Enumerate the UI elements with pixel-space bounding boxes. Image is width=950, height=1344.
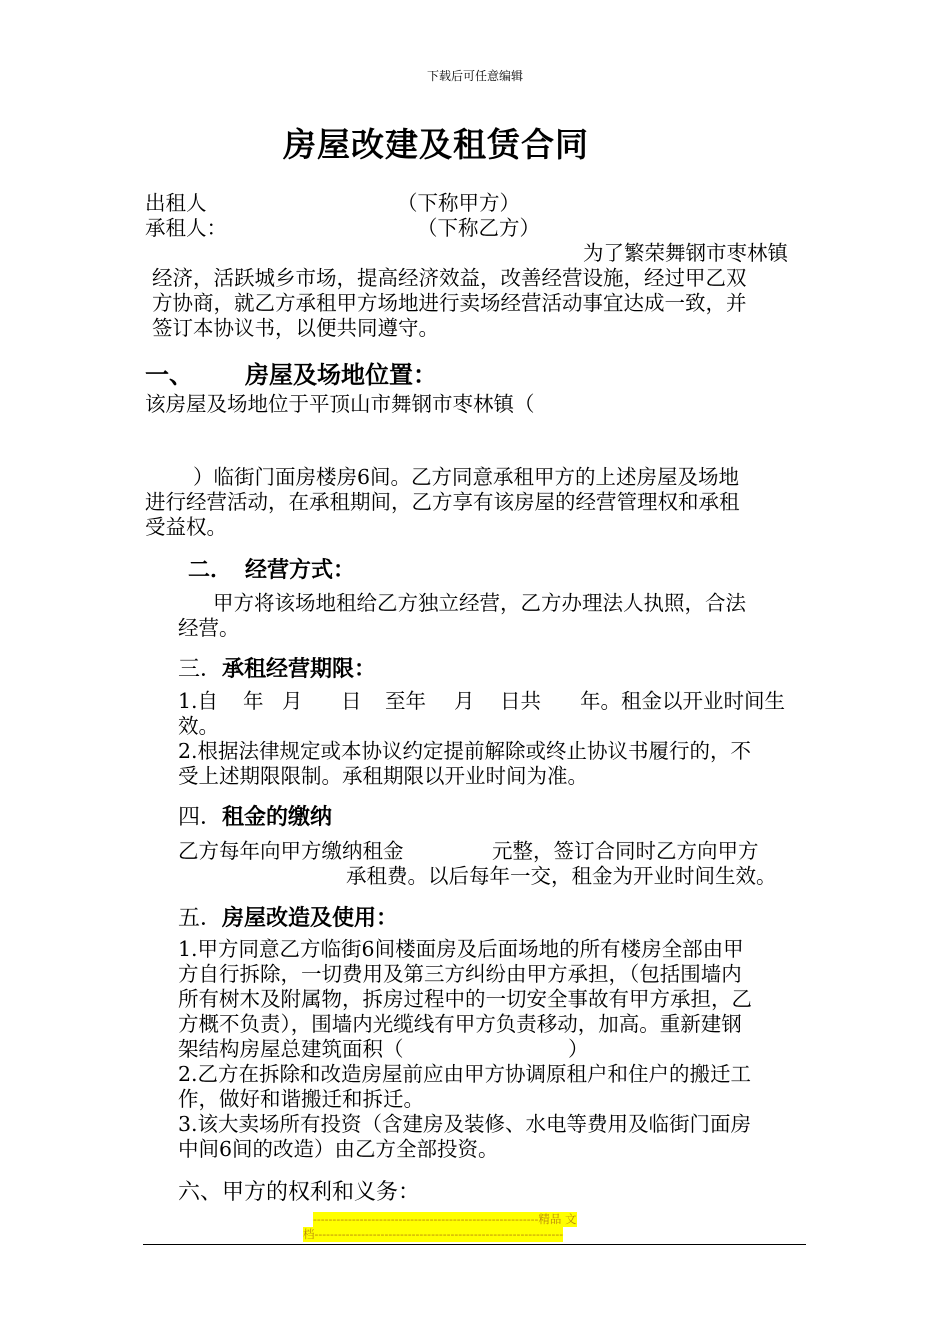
section-heading: 六、甲方的权利和义务： (178, 1180, 421, 1205)
section-text: 架结构房屋总建筑面积（ (178, 1037, 404, 1061)
intro-line: 经济，活跃城乡市场，提高经济效益，改善经营设施，经过甲乙双 (152, 266, 747, 290)
section-number: 二． (188, 557, 233, 583)
section-text: 2.根据法律规定或本协议约定提前解除或终止协议书履行的，不 (178, 739, 752, 763)
intro-line: 为了繁荣舞钢市枣林镇 (583, 241, 788, 265)
section-heading: 经营方式： (245, 557, 356, 583)
section-heading: 租金的缴纳 (222, 804, 333, 830)
section-text: 方自行拆除，一切费用及第三方纠纷由甲方承担，（包括围墙内 (178, 962, 742, 986)
section-text: 中间6间的改造）由乙方全部投资。 (178, 1137, 499, 1161)
section-text: 效。 (178, 714, 219, 738)
section-text: 方概不负责），围墙内光缆线有甲方负责移动，加高。重新建钢 (178, 1012, 742, 1036)
page-title: 房屋改建及租赁合同 (283, 125, 589, 164)
intro-line: 方协商，就乙方承租甲方场地进行卖场经营活动事宜达成一致，并 (152, 291, 747, 315)
term-start: 1.自 (178, 689, 219, 713)
rent-text: 承租费。以后每年一交，租金为开业时间生效。 (346, 864, 777, 888)
term-end-month-label: 月 (454, 689, 475, 713)
section-number: 三． (178, 657, 223, 682)
term-year-label: 年 (243, 689, 264, 713)
section-text: 甲方将该场地租给乙方独立经营，乙方办理法人执照，合法 (213, 591, 746, 615)
footer-rule (143, 1244, 806, 1245)
rent-text: 乙方每年向甲方缴纳租金 (178, 839, 404, 863)
term-total-label: 日共 (500, 689, 541, 713)
section-text: 3.该大卖场所有投资（含建房及装修、水电等费用及临街门面房 (178, 1112, 752, 1136)
section-heading: 房屋改造及使用： (222, 905, 399, 931)
section-text: ） (568, 1037, 589, 1061)
term-end-label: 至年 (385, 689, 426, 713)
section-text: 2.乙方在拆除和改造房屋前应由甲方协调原租户和住户的搬迁工 (178, 1062, 752, 1086)
footer-watermark-line: 档---------------------------------------------------------------- (303, 1227, 564, 1241)
section-text: 经营。 (178, 616, 240, 640)
section-heading: 房屋及场地位置： (245, 360, 437, 389)
section-text: 所有树木及附属物，拆房过程中的一切安全事故有甲方承担，乙 (178, 987, 752, 1011)
section-number: 四． (178, 805, 223, 830)
header-note: 下载后可任意编辑 (426, 69, 523, 83)
section-number: 五． (178, 906, 223, 931)
section-text: 受益权。 (145, 515, 227, 539)
section-text: ）临街门面房楼房6间。乙方同意承租甲方的上述房屋及场地 (193, 465, 740, 489)
section-text: 受上述期限限制。承租期限以开业时间为准。 (178, 764, 588, 788)
footer-watermark-line: ----------------------------------------------------------精品 文 (313, 1212, 577, 1226)
section-text: 进行经营活动，在承租期间，乙方享有该房屋的经营管理权和承租 (145, 490, 740, 514)
section-number: 一、 (145, 360, 193, 389)
section-text: 1.甲方同意乙方临街6间楼面房及后面场地的所有楼房全部由甲 (178, 937, 744, 961)
section-text: 该房屋及场地位于平顶山市舞钢市枣林镇（ (145, 392, 535, 416)
lessor-note: （下称甲方） (397, 191, 520, 215)
intro-line: 签订本协议书，以便共同遵守。 (152, 316, 439, 340)
lessee-note: （下称乙方） (417, 216, 540, 240)
rent-text: 元整，签订合同时乙方向甲方 (492, 839, 759, 863)
term-month-label: 月 (282, 689, 303, 713)
lessee-label: 承租人： (145, 216, 227, 240)
section-heading: 承租经营期限： (222, 656, 377, 682)
lessor-label: 出租人 (145, 191, 207, 215)
term-day-label: 日 (341, 689, 362, 713)
section-text: 作，做好和谐搬迁和拆迁。 (178, 1087, 424, 1111)
term-tail: 年。租金以开业时间生 (580, 689, 785, 713)
